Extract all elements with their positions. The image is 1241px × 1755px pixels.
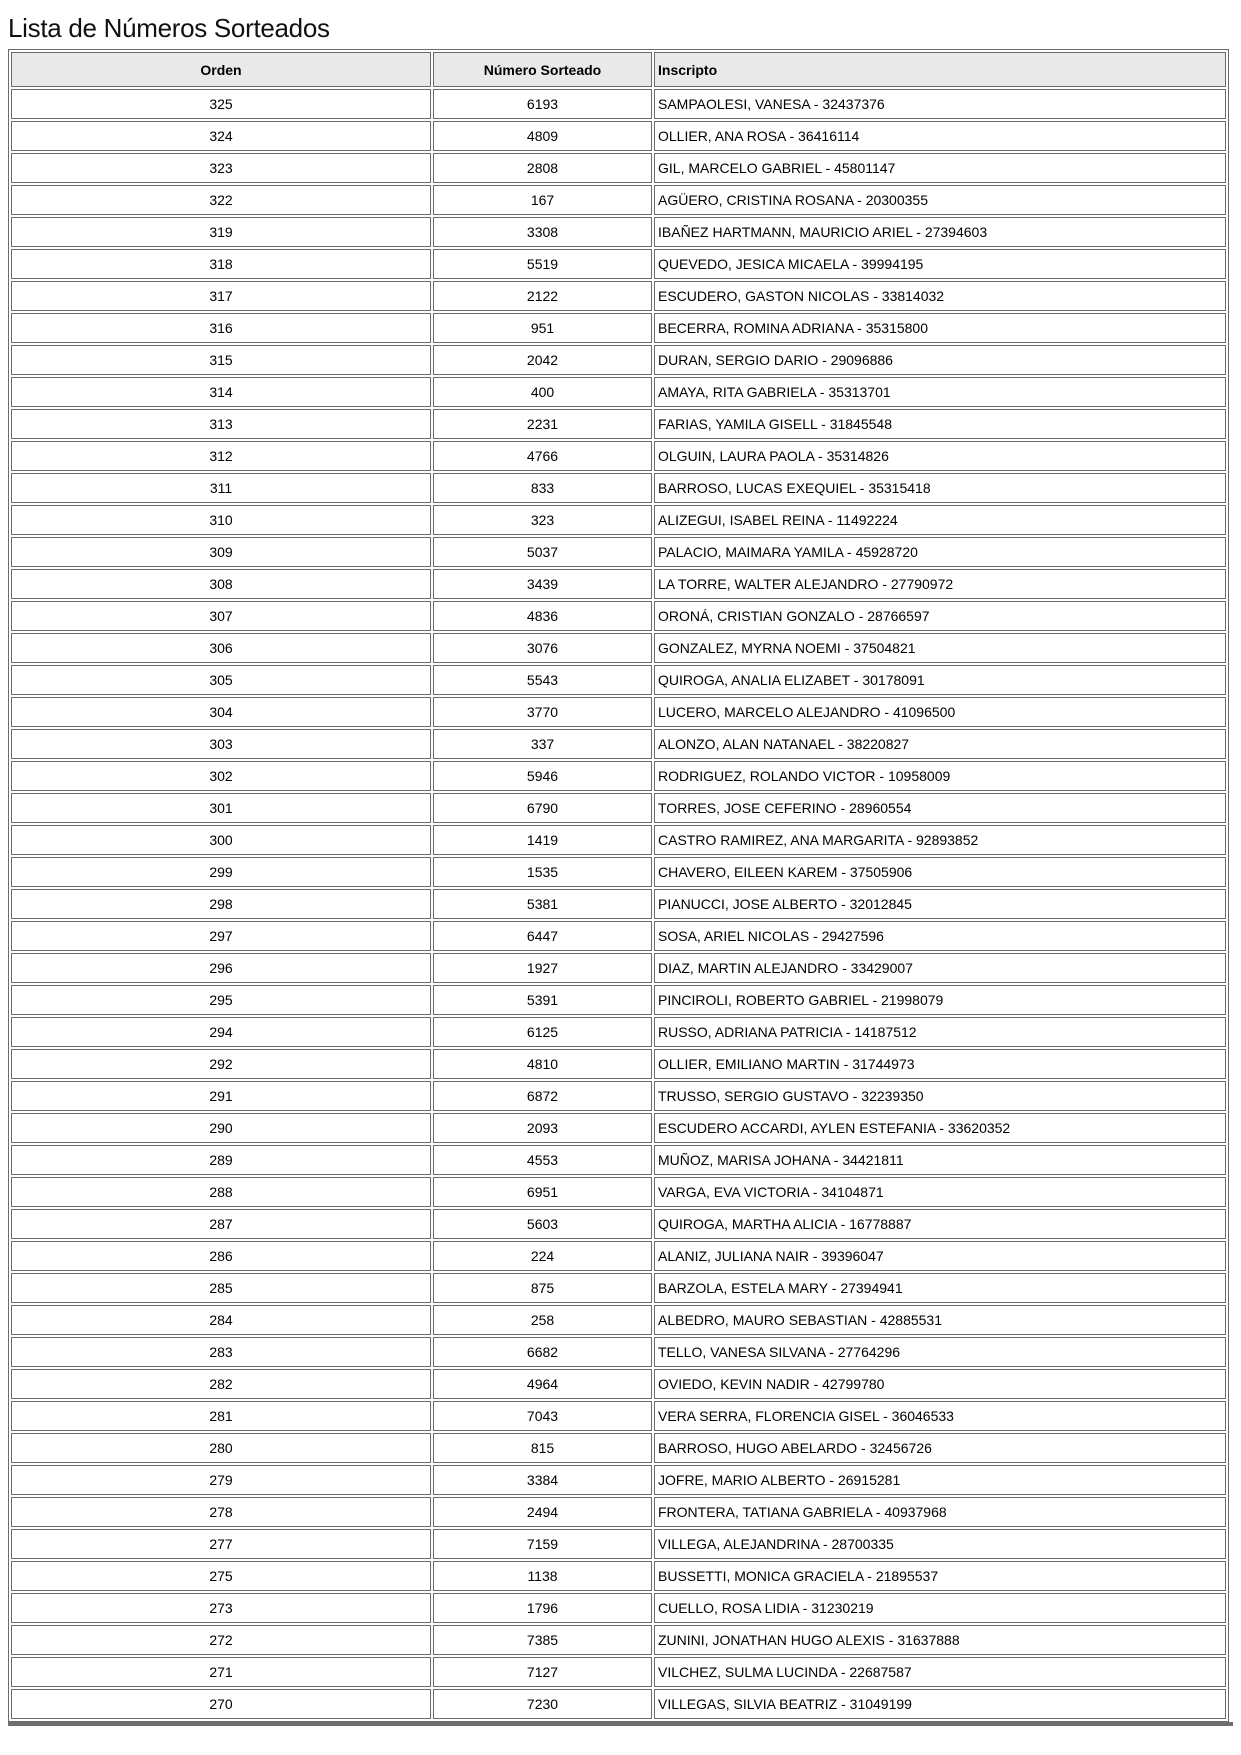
cell-numero-sorteado: 7127: [433, 1657, 652, 1687]
table-row: [11, 889, 1226, 919]
cell-numero-sorteado: 258: [433, 1305, 652, 1335]
table-row: [11, 825, 1226, 855]
cell-numero-sorteado: 7043: [433, 1401, 652, 1431]
cell-inscripto: ALONZO, ALAN NATANAEL - 38220827: [654, 729, 1226, 759]
cell-inscripto: GIL, MARCELO GABRIEL - 45801147: [654, 153, 1226, 183]
cell-numero-sorteado: 951: [433, 313, 652, 343]
column-header-inscripto: Inscripto: [654, 52, 1226, 87]
cell-numero-sorteado: 5603: [433, 1209, 652, 1239]
cell-orden: 298: [11, 889, 431, 919]
cell-orden: 284: [11, 1305, 431, 1335]
cell-inscripto: DIAZ, MARTIN ALEJANDRO - 33429007: [654, 953, 1226, 983]
cell-inscripto: TELLO, VANESA SILVANA - 27764296: [654, 1337, 1226, 1367]
cell-inscripto: CHAVERO, EILEEN KAREM - 37505906: [654, 857, 1226, 887]
table-row: [11, 729, 1226, 759]
table-row: [11, 697, 1226, 727]
cell-numero-sorteado: 7159: [433, 1529, 652, 1559]
cell-inscripto: TORRES, JOSE CEFERINO - 28960554: [654, 793, 1226, 823]
table-row: [11, 153, 1226, 183]
cell-orden: 312: [11, 441, 431, 471]
cell-inscripto: IBAÑEZ HARTMANN, MAURICIO ARIEL - 27394603: [654, 217, 1226, 247]
table-row: [11, 1081, 1226, 1111]
cell-orden: 300: [11, 825, 431, 855]
table-bottom-border: [8, 1722, 1233, 1726]
cell-orden: 288: [11, 1177, 431, 1207]
table-row: [11, 793, 1226, 823]
cell-inscripto: VILLEGA, ALEJANDRINA - 28700335: [654, 1529, 1226, 1559]
cell-numero-sorteado: 2093: [433, 1113, 652, 1143]
table-row: [11, 217, 1226, 247]
cell-inscripto: SOSA, ARIEL NICOLAS - 29427596: [654, 921, 1226, 951]
table-row: [11, 1337, 1226, 1367]
table-row: [11, 601, 1226, 631]
table-row: [11, 985, 1226, 1015]
cell-orden: 299: [11, 857, 431, 887]
cell-numero-sorteado: 4836: [433, 601, 652, 631]
table-row: [11, 857, 1226, 887]
cell-inscripto: ALBEDRO, MAURO SEBASTIAN - 42885531: [654, 1305, 1226, 1335]
cell-orden: 271: [11, 1657, 431, 1687]
cell-numero-sorteado: 5391: [433, 985, 652, 1015]
cell-numero-sorteado: 323: [433, 505, 652, 535]
cell-orden: 306: [11, 633, 431, 663]
cell-orden: 282: [11, 1369, 431, 1399]
cell-numero-sorteado: 2808: [433, 153, 652, 183]
cell-inscripto: ORONÁ, CRISTIAN GONZALO - 28766597: [654, 601, 1226, 631]
cell-numero-sorteado: 5037: [433, 537, 652, 567]
table-row: [11, 1113, 1226, 1143]
cell-orden: 273: [11, 1593, 431, 1623]
table-row: [11, 249, 1226, 279]
table-row: [11, 1529, 1226, 1559]
cell-orden: 277: [11, 1529, 431, 1559]
cell-numero-sorteado: 3439: [433, 569, 652, 599]
cell-numero-sorteado: 6125: [433, 1017, 652, 1047]
cell-orden: 302: [11, 761, 431, 791]
cell-numero-sorteado: 5946: [433, 761, 652, 791]
cell-numero-sorteado: 400: [433, 377, 652, 407]
table-row: [11, 537, 1226, 567]
cell-inscripto: VARGA, EVA VICTORIA - 34104871: [654, 1177, 1226, 1207]
cell-numero-sorteado: 6447: [433, 921, 652, 951]
cell-orden: 309: [11, 537, 431, 567]
cell-inscripto: OVIEDO, KEVIN NADIR - 42799780: [654, 1369, 1226, 1399]
cell-inscripto: ALIZEGUI, ISABEL REINA - 11492224: [654, 505, 1226, 535]
column-header-numero-sorteado: Número Sorteado: [433, 52, 652, 87]
cell-inscripto: ALANIZ, JULIANA NAIR - 39396047: [654, 1241, 1226, 1271]
table-body: [11, 89, 1226, 1719]
table-row: [11, 313, 1226, 343]
cell-orden: 272: [11, 1625, 431, 1655]
table-header-row: [11, 52, 1226, 87]
cell-orden: 292: [11, 1049, 431, 1079]
table-row: [11, 377, 1226, 407]
cell-inscripto: BARZOLA, ESTELA MARY - 27394941: [654, 1273, 1226, 1303]
cell-numero-sorteado: 1138: [433, 1561, 652, 1591]
cell-orden: 303: [11, 729, 431, 759]
cell-numero-sorteado: 6682: [433, 1337, 652, 1367]
cell-orden: 318: [11, 249, 431, 279]
cell-orden: 310: [11, 505, 431, 535]
cell-orden: 304: [11, 697, 431, 727]
cell-orden: 325: [11, 89, 431, 119]
cell-orden: 280: [11, 1433, 431, 1463]
cell-inscripto: DURAN, SERGIO DARIO - 29096886: [654, 345, 1226, 375]
table-row: [11, 1465, 1226, 1495]
cell-numero-sorteado: 4766: [433, 441, 652, 471]
cell-numero-sorteado: 4964: [433, 1369, 652, 1399]
cell-numero-sorteado: 3076: [433, 633, 652, 663]
table-header: [11, 52, 1226, 87]
cell-numero-sorteado: 6951: [433, 1177, 652, 1207]
table-row: [11, 441, 1226, 471]
cell-numero-sorteado: 1796: [433, 1593, 652, 1623]
cell-inscripto: GONZALEZ, MYRNA NOEMI - 37504821: [654, 633, 1226, 663]
cell-inscripto: PALACIO, MAIMARA YAMILA - 45928720: [654, 537, 1226, 567]
cell-orden: 291: [11, 1081, 431, 1111]
cell-numero-sorteado: 6872: [433, 1081, 652, 1111]
cell-orden: 278: [11, 1497, 431, 1527]
cell-numero-sorteado: 4809: [433, 121, 652, 151]
cell-numero-sorteado: 833: [433, 473, 652, 503]
cell-orden: 286: [11, 1241, 431, 1271]
cell-orden: 296: [11, 953, 431, 983]
table-row: [11, 409, 1226, 439]
table-row: [11, 185, 1226, 215]
cell-numero-sorteado: 875: [433, 1273, 652, 1303]
cell-numero-sorteado: 224: [433, 1241, 652, 1271]
cell-numero-sorteado: 5381: [433, 889, 652, 919]
cell-orden: 294: [11, 1017, 431, 1047]
cell-orden: 316: [11, 313, 431, 343]
cell-orden: 283: [11, 1337, 431, 1367]
cell-inscripto: CUELLO, ROSA LIDIA - 31230219: [654, 1593, 1226, 1623]
cell-numero-sorteado: 2494: [433, 1497, 652, 1527]
cell-inscripto: RUSSO, ADRIANA PATRICIA - 14187512: [654, 1017, 1226, 1047]
cell-orden: 324: [11, 121, 431, 151]
table-row: [11, 1209, 1226, 1239]
table-row: [11, 761, 1226, 791]
cell-numero-sorteado: 3770: [433, 697, 652, 727]
cell-inscripto: QUEVEDO, JESICA MICAELA - 39994195: [654, 249, 1226, 279]
cell-inscripto: LA TORRE, WALTER ALEJANDRO - 27790972: [654, 569, 1226, 599]
cell-inscripto: VILCHEZ, SULMA LUCINDA - 22687587: [654, 1657, 1226, 1687]
sorted-numbers-table: [8, 49, 1229, 1722]
cell-inscripto: OLLIER, ANA ROSA - 36416114: [654, 121, 1226, 151]
cell-numero-sorteado: 2122: [433, 281, 652, 311]
cell-orden: 305: [11, 665, 431, 695]
cell-orden: 281: [11, 1401, 431, 1431]
table-row: [11, 1241, 1226, 1271]
table-row: [11, 89, 1226, 119]
cell-orden: 287: [11, 1209, 431, 1239]
cell-inscripto: RODRIGUEZ, ROLANDO VICTOR - 10958009: [654, 761, 1226, 791]
table-row: [11, 345, 1226, 375]
cell-numero-sorteado: 167: [433, 185, 652, 215]
cell-inscripto: VERA SERRA, FLORENCIA GISEL - 36046533: [654, 1401, 1226, 1431]
cell-numero-sorteado: 5519: [433, 249, 652, 279]
cell-inscripto: ESCUDERO, GASTON NICOLAS - 33814032: [654, 281, 1226, 311]
cell-numero-sorteado: 3384: [433, 1465, 652, 1495]
table-row: [11, 1401, 1226, 1431]
table-row: [11, 1561, 1226, 1591]
cell-orden: 279: [11, 1465, 431, 1495]
table-row: [11, 1145, 1226, 1175]
table-row: [11, 1017, 1226, 1047]
table-row: [11, 921, 1226, 951]
cell-numero-sorteado: 2231: [433, 409, 652, 439]
cell-inscripto: LUCERO, MARCELO ALEJANDRO - 41096500: [654, 697, 1226, 727]
cell-orden: 270: [11, 1689, 431, 1719]
cell-orden: 313: [11, 409, 431, 439]
table-row: [11, 1657, 1226, 1687]
cell-inscripto: SAMPAOLESI, VANESA - 32437376: [654, 89, 1226, 119]
cell-inscripto: TRUSSO, SERGIO GUSTAVO - 32239350: [654, 1081, 1226, 1111]
cell-numero-sorteado: 6790: [433, 793, 652, 823]
table-row: [11, 473, 1226, 503]
cell-inscripto: BARROSO, HUGO ABELARDO - 32456726: [654, 1433, 1226, 1463]
cell-inscripto: ZUNINI, JONATHAN HUGO ALEXIS - 31637888: [654, 1625, 1226, 1655]
cell-orden: 297: [11, 921, 431, 951]
cell-inscripto: FARIAS, YAMILA GISELL - 31845548: [654, 409, 1226, 439]
cell-numero-sorteado: 4553: [433, 1145, 652, 1175]
table-row: [11, 953, 1226, 983]
cell-inscripto: BARROSO, LUCAS EXEQUIEL - 35315418: [654, 473, 1226, 503]
cell-inscripto: AMAYA, RITA GABRIELA - 35313701: [654, 377, 1226, 407]
cell-inscripto: PINCIROLI, ROBERTO GABRIEL - 21998079: [654, 985, 1226, 1015]
cell-inscripto: BECERRA, ROMINA ADRIANA - 35315800: [654, 313, 1226, 343]
cell-numero-sorteado: 7230: [433, 1689, 652, 1719]
cell-orden: 323: [11, 153, 431, 183]
cell-inscripto: FRONTERA, TATIANA GABRIELA - 40937968: [654, 1497, 1226, 1527]
table-row: [11, 633, 1226, 663]
cell-orden: 322: [11, 185, 431, 215]
cell-orden: 275: [11, 1561, 431, 1591]
cell-orden: 295: [11, 985, 431, 1015]
cell-inscripto: VILLEGAS, SILVIA BEATRIZ - 31049199: [654, 1689, 1226, 1719]
cell-inscripto: JOFRE, MARIO ALBERTO - 26915281: [654, 1465, 1226, 1495]
cell-orden: 314: [11, 377, 431, 407]
cell-orden: 319: [11, 217, 431, 247]
cell-inscripto: QUIROGA, MARTHA ALICIA - 16778887: [654, 1209, 1226, 1239]
table-row: [11, 1497, 1226, 1527]
cell-orden: 311: [11, 473, 431, 503]
table-row: [11, 1625, 1226, 1655]
cell-numero-sorteado: 337: [433, 729, 652, 759]
cell-orden: 317: [11, 281, 431, 311]
cell-numero-sorteado: 5543: [433, 665, 652, 695]
cell-inscripto: OLLIER, EMILIANO MARTIN - 31744973: [654, 1049, 1226, 1079]
table-row: [11, 1273, 1226, 1303]
cell-inscripto: BUSSETTI, MONICA GRACIELA - 21895537: [654, 1561, 1226, 1591]
cell-numero-sorteado: 6193: [433, 89, 652, 119]
page-title: Lista de Números Sorteados: [8, 13, 330, 43]
table-row: [11, 1433, 1226, 1463]
cell-inscripto: QUIROGA, ANALIA ELIZABET - 30178091: [654, 665, 1226, 695]
cell-numero-sorteado: 7385: [433, 1625, 652, 1655]
cell-orden: 307: [11, 601, 431, 631]
cell-orden: 301: [11, 793, 431, 823]
table-row: [11, 281, 1226, 311]
cell-orden: 308: [11, 569, 431, 599]
cell-inscripto: AGÜERO, CRISTINA ROSANA - 20300355: [654, 185, 1226, 215]
table-row: [11, 1305, 1226, 1335]
table-row: [11, 1049, 1226, 1079]
table-row: [11, 569, 1226, 599]
table-row: [11, 1369, 1226, 1399]
table-row: [11, 1177, 1226, 1207]
cell-inscripto: OLGUIN, LAURA PAOLA - 35314826: [654, 441, 1226, 471]
cell-orden: 315: [11, 345, 431, 375]
cell-numero-sorteado: 2042: [433, 345, 652, 375]
table-row: [11, 1689, 1226, 1719]
column-header-orden: Orden: [11, 52, 431, 87]
table-row: [11, 121, 1226, 151]
cell-inscripto: ESCUDERO ACCARDI, AYLEN ESTEFANIA - 33620352: [654, 1113, 1226, 1143]
table-row: [11, 665, 1226, 695]
table-row: [11, 1593, 1226, 1623]
cell-inscripto: CASTRO RAMIREZ, ANA MARGARITA - 92893852: [654, 825, 1226, 855]
cell-inscripto: MUÑOZ, MARISA JOHANA - 34421811: [654, 1145, 1226, 1175]
cell-orden: 285: [11, 1273, 431, 1303]
cell-orden: 289: [11, 1145, 431, 1175]
cell-numero-sorteado: 4810: [433, 1049, 652, 1079]
cell-numero-sorteado: 815: [433, 1433, 652, 1463]
table-row: [11, 505, 1226, 535]
cell-numero-sorteado: 1535: [433, 857, 652, 887]
cell-numero-sorteado: 1927: [433, 953, 652, 983]
cell-inscripto: PIANUCCI, JOSE ALBERTO - 32012845: [654, 889, 1226, 919]
cell-orden: 290: [11, 1113, 431, 1143]
cell-numero-sorteado: 3308: [433, 217, 652, 247]
cell-numero-sorteado: 1419: [433, 825, 652, 855]
